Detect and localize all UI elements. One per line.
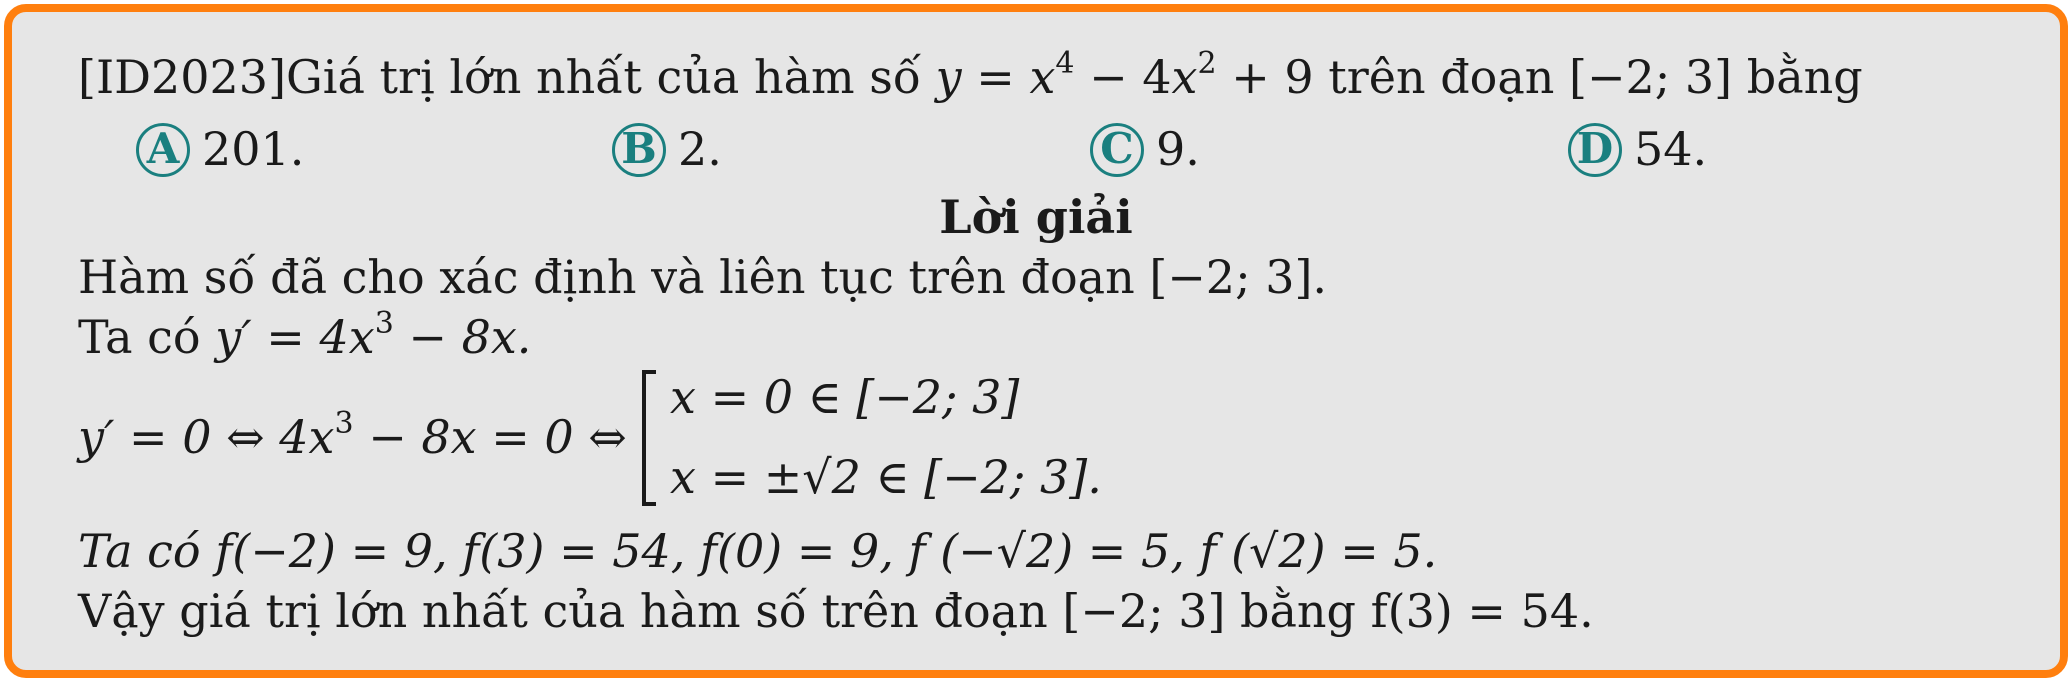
math-mid: − 4 [1074,50,1172,104]
option-c-letter: C [1090,123,1144,177]
option-b[interactable] [612,122,722,177]
solution-title: Lời giải [939,190,1133,244]
math-x2: x [1171,50,1198,104]
solution-line-2 [78,306,532,365]
line2-exponent: 3 [374,306,394,341]
solution-line-3 [78,406,627,465]
question-text-after: trên đoạn [−2; 3] bằng [1313,50,1863,104]
line2-end: − 8x. [393,310,532,364]
math-x4: x [1029,50,1056,104]
option-c[interactable] [1090,122,1200,177]
case-1: x = 0 ∈ [−2; 3] [670,370,1020,424]
option-a-value: 201. [202,122,305,176]
option-c-value: 9. [1156,122,1200,176]
exponent-2: 2 [1197,46,1217,81]
line3-exponent: 3 [334,406,354,441]
option-b-value: 2. [678,122,722,176]
line3-right: − 8x = 0 ⇔ [353,410,627,464]
line3-left: y′ = 0 ⇔ 4x [78,410,335,464]
problem-box [4,4,2068,678]
math-eq: = [961,50,1030,104]
math-end: + 9 [1216,50,1314,104]
line2-math: y′ = 4x [215,310,375,364]
option-d[interactable] [1568,122,1707,177]
question-id: [ID2023] [78,50,287,104]
option-d-value: 54. [1634,122,1708,176]
line2-prefix: Ta có [78,310,216,364]
exponent-4: 4 [1055,46,1075,81]
solution-line-4: Ta có f(−2) = 9, f(3) = 54, f(0) = 9, f (−√2) = 5, f (√2) = 5. [78,524,1438,578]
option-a[interactable] [136,122,304,177]
math-y: y [935,50,962,104]
question-text-before: Giá trị lớn nhất của hàm số [286,50,936,104]
case-bracket [642,370,656,506]
option-d-letter: D [1568,123,1622,177]
option-b-letter: B [612,123,666,177]
solution-line-1: Hàm số đã cho xác định và liên tục trên đoạn [−2; 3]. [78,250,1328,304]
option-a-letter: A [136,123,190,177]
case-2: x = ±√2 ∈ [−2; 3]. [670,450,1102,504]
question-line [78,46,1863,105]
solution-line-5: Vậy giá trị lớn nhất của hàm số trên đoạn [−2; 3] bằng f(3) = 54. [78,584,1594,638]
